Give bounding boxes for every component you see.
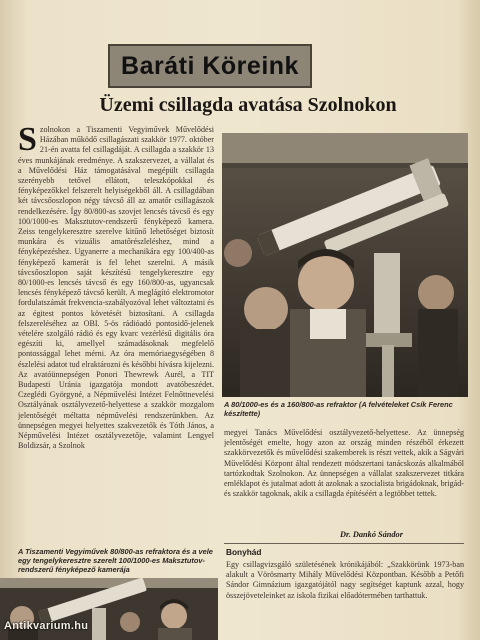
drop-cap: S [18,125,37,158]
article-body-left: zolnokon a Tiszamenti Vegyiművek Művelődési Házában működő csillagászati szakkör 1977. október 21-én avatta fel csillagdáját. A csillagda a szakkör 13 éves munkájának eredménye. A szakszervezet, a vállalat és a Művelődési Ház támogatásával megépült csillagda szerényebb tetővel ellátott, teleszkópokkal és fényképezőkkel felszerelt helyiségekből áll. A csillagdában két távcsőoszlopon négy távcső áll az amatőr csillagászok rendelkezésére. Így 80/800-as szovjet lencsés távcső és egy 100/1000-es Maksztutov-rendszerű fényképező kamera. Zeiss tengelykeresztre szerelve kitűnő lehetőséget biztosít munkára és vizuális amatőrészleléshez, mind a fényképezéshez. Ugyanerre a mechanikára egy 100/400-as fényképező kamerát is fel lehet szerelni. A másik távcsőoszlopon saját készítésű tengelykeresztre egy 80/1000-es lencsés távcső és egy 160/800-as, ugyancsak lencsés fényképező távcső került. A meglágító elektromotor fordulatszámát frekvencia-szabályozóval lehet változtatni és az égitest pontos követését biztosítani. A csillagda felszereléséhez az OBI. 5-ös rádióadó pontosidő-jelenek vételére szolgáló rádió és egy kvarc vezérlésű digitális óra egészíti ki, amellyel számadásoknak megfelelő pontossággal lehet mérni. Az óra memóriaegységében 8 észlelési adatot tud elraktározni és későbbi hívásra kijelezni. Az avatóünnepségen Ponori Thewrewk Aurél, a TIT Budapesti Uránia igazgatója mondott avatóbeszédet. Czeglédi Györgyné, a Népművelési Intézet Felnőttnevelési Osztályának osztályvezető-helyettese a szakkör mozgalom jelentőségét méltatta népművelési rendszerünkben. Az ünnepségen megyei helyettes szakvezetők és Tóth János, a Népművelési Intézet osztályvezetője, valamint Lengyel Boldizsár, a Szolnok [18,125,214,451]
watermark-text: Antikvarium.hu [4,620,89,632]
section-divider [224,543,464,544]
bonyhad-text: Egy csillagvizsgáló születésének krónikájából: „Szakkörünk 1973-ban alakult a Vörösmarty Mihály Művelődési Központban. Később a Petőfi Sándor Gimnázium igazgatójától nagy segítséget kaptunk azzal, hogy összejöveteleinket az iskola fizikai előadótermében tarthattuk. [226,560,464,600]
article-column-right: megyei Tanács Művelődési osztályvezető-helyettese. Az ünnepség jelentőségét emelte, hogy azon az ország minden részéből érkezett szakkörvezetők és művelődési szakemberek is részt vettek, akik a Ságvári Művelődési Központ által rendezett módszertani tanácskozás alkalmából tartózkodtak Szolnokon. Az ünnepségen a vállalat szakszervezet titkára emléklapot és jutalmat adott át azoknak a szocialista brigádoknak, brigád- és szakkör tagoknak, akik a csillagda építéséért a legtöbbet tettek. [224,428,464,499]
section-header [108,44,312,88]
article-title: Üzemi csillagda avatása Szolnokon [99,94,397,116]
telescope-photo-image [222,133,468,397]
article-column-left [18,125,214,539]
article-author: Dr. Dankó Sándor [340,530,403,539]
section-title: Baráti Köreink [121,51,299,80]
telescope-photo [222,133,468,397]
bonyhad-heading: Bonyhád [226,547,262,557]
photo-caption-left: A Tiszamenti Vegyiművek 80/800-as refraktora és a vele egy tengelykeresztre szerelt 100/1000-es Maksztutov-rendszerű fényképező kamerája [18,547,213,574]
photo-caption-right: A 80/1000-es és a 160/800-as refraktor (A felvételeket Csík Ferenc készítette) [224,400,453,418]
